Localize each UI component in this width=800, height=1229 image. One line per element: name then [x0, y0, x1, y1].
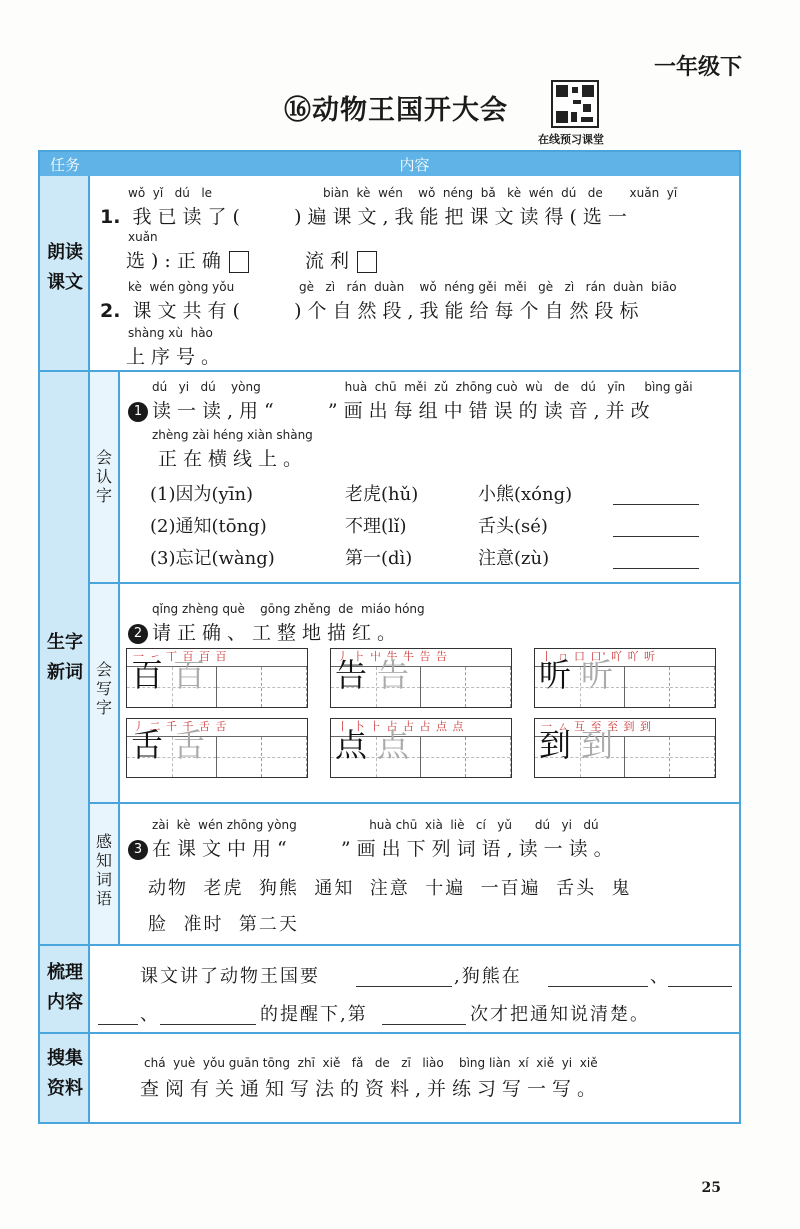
- table-header: [40, 152, 739, 176]
- q1-pinyin-a: wǒ yǐ dú le: [128, 186, 213, 200]
- task2-pinyin: qǐng zhèng què gōng zhěng de miáo hóng: [152, 602, 425, 616]
- sort-text-1a: 课文讲了动物王国要: [140, 966, 320, 987]
- stroke-order: 丨 卜 ⺊ 占 占 占 点 点: [331, 719, 511, 737]
- sub-label-words: 感知词语: [95, 832, 112, 908]
- collect-pinyin: chá yuè yǒu guān tōng zhī xiě fǎ de zī liào bìng liàn xí xiě yi xiě: [144, 1056, 598, 1070]
- reading-item: 舌头(sé): [478, 516, 548, 537]
- reading-item: 注意(zù): [478, 548, 550, 569]
- practice-char: 点: [335, 726, 368, 764]
- writing-card[interactable]: [534, 718, 716, 778]
- reading-item: 老虎(hǔ): [345, 484, 419, 505]
- stroke-order: 一 ㇀ 丅 百 百 百: [127, 649, 307, 667]
- stroke-order: 丨 ㄇ 口 口' 吖 吖 听: [535, 649, 715, 667]
- answer-blank[interactable]: [160, 1024, 256, 1025]
- reading-item: 小熊(xóng): [478, 484, 573, 505]
- task1-pinyin-1: dú yi dú yòng huà chū měi zǔ zhōng cuò wù de dú yīn bìng gǎi: [152, 380, 693, 394]
- trace-char: 告: [377, 656, 410, 694]
- q1-line2: 选):正确: [126, 246, 249, 273]
- answer-blank[interactable]: [548, 986, 648, 987]
- answer-blank[interactable]: [613, 536, 699, 537]
- answer-blank[interactable]: [382, 1024, 466, 1025]
- grade-label: 一年级下: [653, 55, 742, 80]
- practice-char: 听: [539, 656, 572, 694]
- q1-line1: 1. 我已读了( )遍课文,我能把课文读得(选一: [100, 206, 633, 228]
- q1-pinyin-2: xuǎn: [128, 230, 158, 244]
- q2-pinyin-1: kè wén gòng yǒu gè zì rán duàn wǒ néng gěi měi gè zì rán duàn biāo: [128, 280, 677, 294]
- trace-char: 百: [173, 656, 206, 694]
- task3-words: 动物 老虎 狗熊 通知 注意 十遍 一百遍 舌头 鬼: [148, 878, 632, 899]
- sub-label-write: 会写字: [95, 660, 112, 717]
- sort-text-2a: 、: [140, 1004, 158, 1025]
- practice-char: 舌: [131, 726, 164, 764]
- trace-char: 听: [581, 656, 614, 694]
- task-table: [38, 150, 741, 1124]
- collect-line: 查阅有关通知写法的资料,并练习写一写。: [140, 1078, 603, 1100]
- answer-blank[interactable]: [613, 504, 699, 505]
- practice-char: 百: [131, 656, 164, 694]
- reading-item: 不理(lǐ): [345, 516, 407, 537]
- sort-text-2b: 的提醒下,第: [260, 1004, 368, 1025]
- task1-line1: 1 读一读,用“ ”画出每组中错误的读音,并改: [128, 396, 656, 423]
- writing-card[interactable]: [126, 648, 308, 708]
- q1-pinyin-b: biàn kè wén wǒ néng bǎ kè wén dú de xuǎn yī: [323, 186, 678, 200]
- stroke-order: 丿 ⺊ 屮 牛 牛 告 告: [331, 649, 511, 667]
- section-sort-label: 梳理 内容: [47, 962, 83, 1013]
- header-content: 内容: [399, 156, 430, 174]
- answer-blank[interactable]: [356, 986, 452, 987]
- section-reading-label: 朗读 课文: [47, 242, 83, 293]
- page-number: 25: [701, 1180, 721, 1196]
- reading-item: (1)因为(yīn): [150, 484, 254, 505]
- practice-char: 告: [335, 656, 368, 694]
- reading-item: (3)忘记(wàng): [150, 548, 275, 569]
- q2-pinyin-2: shàng xù hào: [128, 326, 213, 340]
- answer-blank[interactable]: [98, 1024, 138, 1025]
- writing-card[interactable]: [330, 648, 512, 708]
- writing-card[interactable]: [330, 718, 512, 778]
- practice-char: 到: [539, 726, 572, 764]
- stroke-order: 丿 二 千 千 舌 舌: [127, 719, 307, 737]
- task2-line: 2 请正确、工整地描红。: [128, 618, 402, 645]
- task3-words-2: 脸 准时 第二天: [148, 914, 299, 935]
- writing-card[interactable]: [534, 648, 716, 708]
- q2-line1: 2. 课文共有( )个自然段,我能给每个自然段标: [100, 300, 645, 322]
- reading-item: 第一(dì): [345, 548, 413, 569]
- trace-char: 到: [581, 726, 614, 764]
- sort-text-1b: ,狗熊在: [454, 966, 522, 987]
- stroke-order: 一 ㄙ 互 至 至 到 到: [535, 719, 715, 737]
- section-collect-label: 搜集 资料: [47, 1048, 83, 1099]
- qr-label: 在线预习课堂: [538, 133, 604, 146]
- answer-blank[interactable]: [613, 568, 699, 569]
- q2-line2: 上序号。: [126, 346, 227, 368]
- trace-char: 点: [377, 726, 410, 764]
- sort-text-2c: 次才把通知说清楚。: [470, 1004, 650, 1025]
- answer-blank[interactable]: [668, 986, 732, 987]
- section-chars-label: 生字 新词: [47, 632, 83, 683]
- sub-label-recognize: 会认字: [95, 448, 112, 505]
- q1-opt2: 流利: [305, 246, 377, 273]
- task3-line1: 3 在课文中用“ ”画出下列词语,读一读。: [128, 834, 619, 861]
- task1-line2: 正在横线上。: [158, 448, 309, 470]
- checkbox-correct[interactable]: [229, 251, 249, 273]
- writing-card[interactable]: [126, 718, 308, 778]
- task3-pinyin: zài kè wén zhōng yòng huà chū xià liè cí yǔ dú yi dú: [152, 818, 599, 832]
- trace-char: 舌: [173, 726, 206, 764]
- qr-code-icon[interactable]: [551, 80, 599, 128]
- task1-pinyin-2: zhèng zài héng xiàn shàng: [152, 428, 313, 442]
- sort-text-1c: 、: [650, 966, 668, 987]
- lesson-title: ⑯动物王国开大会: [284, 95, 508, 126]
- reading-item: (2)通知(tōng): [150, 516, 267, 537]
- checkbox-fluent[interactable]: [357, 251, 377, 273]
- header-task: 任务: [49, 156, 80, 174]
